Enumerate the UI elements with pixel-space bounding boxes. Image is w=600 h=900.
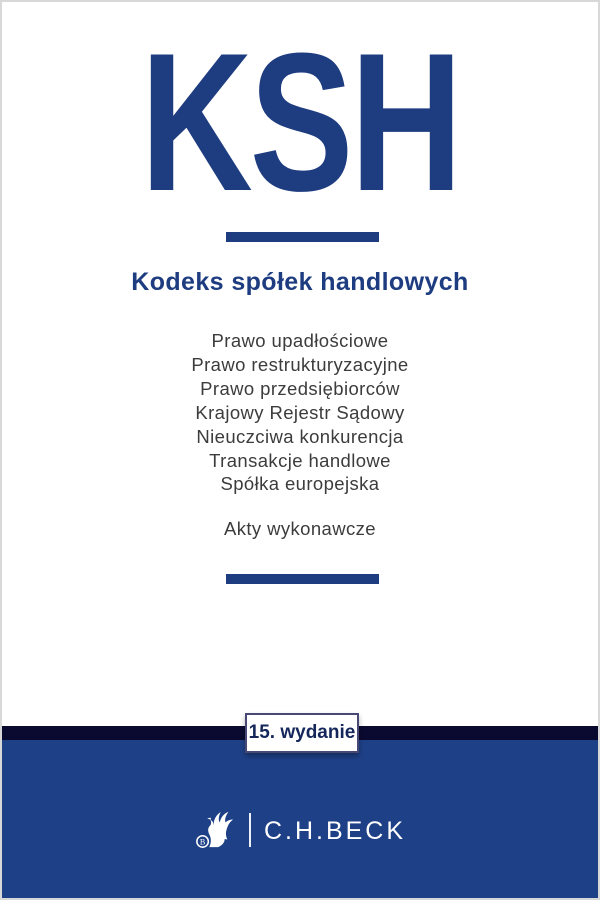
book-title: Kodeks spółek handlowych	[131, 268, 469, 296]
code-abbreviation: KSH	[140, 12, 460, 232]
act-item: Krajowy Rejestr Sądowy	[195, 401, 405, 423]
divider-bar-bottom	[226, 574, 379, 584]
svg-text:B: B	[199, 837, 206, 847]
publisher-separator	[249, 813, 251, 847]
acts-secondary: Akty wykonawcze	[224, 518, 376, 539]
acts-list	[2, 329, 598, 496]
divider-bar-top	[226, 232, 379, 242]
beck-griffin-icon	[194, 810, 236, 850]
code-abbreviation-wrap	[2, 12, 598, 232]
act-item: Prawo restrukturyzacyjne	[191, 353, 409, 375]
act-item: Nieuczciwa konkurencja	[196, 425, 404, 447]
publisher-wordmark: C.H.BECK	[263, 816, 407, 845]
edition-badge	[245, 713, 359, 753]
act-item: Transakcje handlowe	[209, 449, 391, 471]
publisher-logo	[2, 808, 598, 852]
act-item: Prawo przedsiębiorców	[200, 377, 400, 399]
act-item: Prawo upadłościowe	[211, 330, 389, 351]
act-item: Spółka europejska	[220, 473, 380, 495]
edition-badge-label: 15. wydanie	[248, 722, 356, 743]
